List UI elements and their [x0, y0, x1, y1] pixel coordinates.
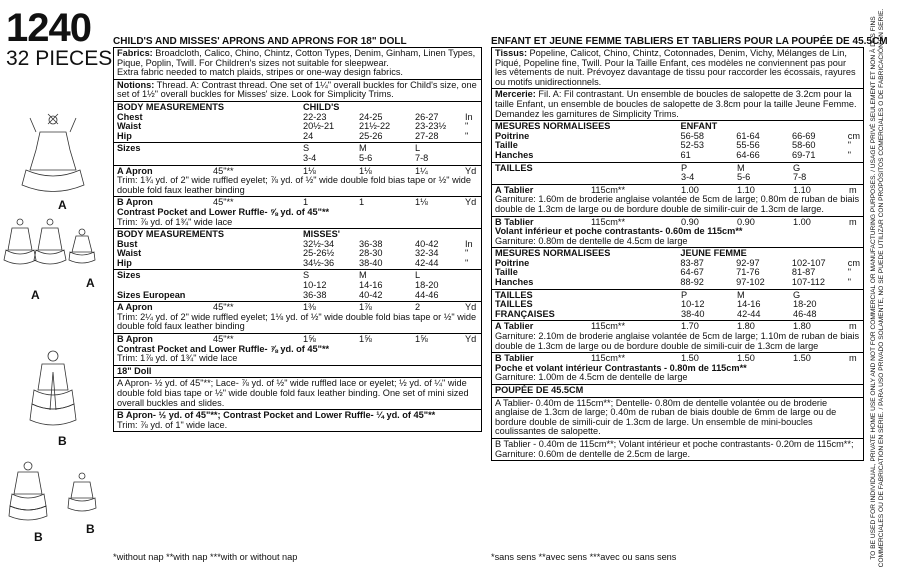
- child-sizes: [114, 143, 481, 165]
- cell: 61: [680, 149, 691, 160]
- tissus-text: Popeline, Calicot, Chino, Chintz, Cotonnades, Denim, Vichy, Mélanges de Lin, Piqué, Popeline fine, Twill. Pour la Taille Enfant, ces modèles ne conviennent pas pour les vêtements de nuit. Prévoyez davantage de tissu pour raccorder les écossais, rayures ou motifs unidirectionnels.: [495, 48, 856, 87]
- measure-label: Hanches: [495, 149, 534, 160]
- measure-label: Bust: [117, 238, 138, 249]
- enfant-sizes: [492, 163, 863, 185]
- misses-a-apron: [114, 302, 481, 334]
- poupee-b-text: B Tablier - 0.40m de 115cm**; Volant intérieur et poche contrastants- 0.20m de 115cm**; Garniture: 0.60m de dentelle de 2.5cm de large.: [495, 438, 854, 459]
- cell: 1⅛: [359, 165, 372, 176]
- cell: L: [415, 270, 421, 281]
- cell: 40-42: [359, 289, 383, 300]
- cell: cm: [847, 130, 860, 141]
- child-size-header: CHILD'S: [303, 101, 340, 112]
- english-footer: *without nap **with nap ***with or without nap: [113, 552, 298, 562]
- cell: 32½-34: [303, 238, 335, 249]
- misses-sizes: [114, 270, 481, 302]
- cell: 3-4: [303, 152, 317, 163]
- cell: 115cm**: [591, 353, 626, 364]
- apron-label: B Tablier: [495, 353, 534, 364]
- apron-a-illustration: [0, 110, 108, 550]
- cell: 56-58: [680, 130, 704, 141]
- cell: 25-26½: [303, 248, 335, 259]
- cell: 5-6: [737, 172, 751, 183]
- cell: m: [849, 353, 857, 364]
- fabrics-label: Fabrics:: [117, 48, 153, 58]
- tailles-label-2: TAILLES: [495, 299, 533, 310]
- fabrics-section: [114, 48, 481, 80]
- cell: 1.70: [681, 321, 699, 332]
- apron-label: B Tablier: [495, 216, 534, 227]
- volant-text: Poche et volant intérieur Contrastants - 0.80m de 115cm**: [495, 362, 747, 373]
- cell: 38-40: [681, 308, 705, 319]
- sizes-label: Sizes: [117, 270, 141, 281]
- cell: 1.50: [737, 353, 755, 364]
- measure-label: Waist: [117, 248, 142, 259]
- cell: 55-56: [736, 140, 760, 151]
- cell: Yd: [465, 302, 477, 313]
- cell: 18-20: [793, 299, 817, 310]
- cell: ": [847, 149, 852, 160]
- cell: ": [465, 130, 469, 141]
- cell: P: [681, 289, 688, 300]
- cell: 1.50: [681, 353, 699, 364]
- cell: 1⅛: [303, 165, 316, 176]
- english-title: CHILD'S AND MISSES' APRONS AND APRONS FOR 18" DOLL: [113, 36, 407, 47]
- notions-label: Notions:: [117, 79, 155, 90]
- french-column: [491, 47, 864, 461]
- cell: Yd: [465, 197, 477, 208]
- cell: 20½-21: [303, 121, 335, 132]
- cell: 5-6: [359, 152, 373, 163]
- trim-text: Trim: ⅞ yd. of 1¾" wide lace: [117, 216, 233, 227]
- cell: 88-92: [680, 277, 704, 288]
- garniture-text: Garniture: 0.80m de dentelle de 4.5cm de large: [495, 235, 688, 246]
- cell: 36-38: [359, 238, 383, 249]
- cell: 97-102: [736, 277, 765, 288]
- cell: 66-69: [791, 130, 816, 141]
- cell: 22-23: [303, 111, 327, 122]
- cell: 1.50: [793, 353, 811, 364]
- misses-b-apron: [114, 334, 481, 366]
- cell: 14-16: [359, 280, 383, 291]
- cell: M: [737, 162, 745, 173]
- cell: L: [415, 143, 421, 154]
- cell: 28-30: [359, 248, 383, 259]
- mercerie-label: Mercerie:: [495, 89, 536, 100]
- pattern-number: 1240: [6, 6, 91, 50]
- cell: 64-67: [680, 267, 704, 278]
- cell: 1.10: [793, 184, 811, 195]
- cell: 1⅜: [303, 302, 316, 313]
- cell: 52-53: [680, 140, 704, 151]
- jf-bm-header: MESURES NORMALISEES: [495, 248, 611, 259]
- cell: 45"**: [213, 165, 234, 176]
- contrast-text: Contrast Pocket and Lower Ruffle- ⅞ yd. of 45"**: [117, 343, 330, 354]
- cell: ": [465, 248, 469, 259]
- cell: 1: [359, 197, 365, 208]
- jf-sizes: [492, 290, 863, 322]
- cell: 24: [303, 130, 314, 141]
- measure-label: Hip: [117, 130, 132, 141]
- cell: 69-71: [791, 149, 816, 160]
- cell: 7-8: [415, 152, 429, 163]
- apron-label: B Apron: [117, 334, 153, 345]
- cell: ": [847, 277, 852, 288]
- sizes-label: Sizes: [117, 143, 141, 154]
- cell: 23-23½: [415, 121, 447, 132]
- cell: 61-64: [736, 130, 760, 141]
- thumb-label-b-3: B: [86, 522, 95, 536]
- cell: 21½-22: [359, 121, 391, 132]
- measure-label: Poitrine: [495, 257, 530, 268]
- cell: 42-44: [415, 257, 439, 268]
- cell: 45"**: [213, 197, 234, 208]
- measure-label: Poitrine: [495, 130, 530, 141]
- cell: 40-42: [415, 238, 439, 249]
- cell: m: [849, 321, 857, 332]
- thumb-label-a: A: [58, 198, 67, 212]
- cell: ": [465, 121, 469, 132]
- cell: 1⅞: [359, 302, 372, 313]
- cell: cm: [847, 257, 860, 268]
- apron-label: A Tablier: [495, 184, 534, 195]
- misses-size-header: MISSES': [303, 229, 340, 240]
- child-measurements: [114, 102, 481, 143]
- apron-label: A Apron: [117, 302, 153, 313]
- cell: Yd: [465, 165, 477, 176]
- contrast-text: Contrast Pocket and Lower Ruffle- ⅝ yd. of 45"**: [117, 206, 330, 217]
- apron-label: A Apron: [117, 165, 153, 176]
- pieces-count: 32 PIECES: [6, 47, 113, 70]
- sizes-european-label: Sizes European: [117, 289, 186, 300]
- misses-measurements: [114, 229, 481, 270]
- cell: 115cm**: [591, 321, 626, 332]
- english-column: [113, 47, 482, 432]
- cell: 1⅝: [415, 334, 428, 345]
- cell: 102-107: [791, 257, 826, 268]
- volant-text: Volant inférieur et poche contrastants- 0.60m de 115cm**: [495, 226, 743, 237]
- doll-b-text: B Apron- ½ yd. of 45"**; Contrast Pocket and Lower Ruffle- ¼ yd. of 45"**: [117, 410, 436, 421]
- garniture-text: Garniture: 1.00m de 4.5cm de dentelle de large: [495, 372, 688, 383]
- cell: 42-44: [737, 308, 761, 319]
- poupee-a-text: A Tablier- 0.40m de 115cm**; Dentelle- 0.80m de dentelle volantée ou de broderie anglaise de 1.3cm de large; 0.40m de ruban de biais double de 6mm de large ou de bordure double de simili-cuir de 1.3cm de large. Un ensemble de mini-boucles coulissantes de salopette.: [495, 397, 837, 437]
- measure-label: Hip: [117, 257, 132, 268]
- francaises-label: FRANÇAISES: [495, 308, 555, 319]
- cell: 71-76: [736, 267, 760, 278]
- cell: 45"**: [213, 334, 234, 345]
- cell: 32-34: [415, 248, 439, 259]
- cell: 45"**: [213, 302, 234, 313]
- cell: Yd: [465, 334, 477, 345]
- tissus-label: Tissus:: [495, 48, 527, 58]
- cell: 115cm**: [591, 216, 626, 227]
- cell: 115cm**: [591, 184, 626, 195]
- measure-label: Chest: [117, 111, 143, 122]
- measure-label: Taille: [495, 267, 518, 278]
- thumb-label-a-2: A: [31, 288, 40, 302]
- usage-disclaimer-text: TO BE USED FOR INDIVIDUAL, PRIVATE HOME USE ONLY AND NOT FOR COMMERCIAL OR MANUFACTURING PURPOSES. / USAGE PRIVÉ SEULEMENT ET NON À DES FINS COMMERCIALES OU DE FABRICATION EN SÉRIE. / PARA USO PRIVADO SOLAMENTE, NO SE PUEDE UTILIZAR CON PROPÓSITOS COMERCIALES O DE FABRICACIÓN EN SERIE.: [870, 8, 885, 568]
- cell: 1: [303, 197, 309, 208]
- cell: 2: [415, 302, 421, 313]
- cell: 25-26: [359, 130, 383, 141]
- french-title: ENFANT ET JEUNE FEMME TABLIERS ET TABLIERS POUR LA POUPÉE DE 45.5CM: [491, 36, 888, 47]
- cell: 83-87: [680, 257, 704, 268]
- mercerie-section: [492, 89, 863, 121]
- cell: ": [465, 257, 469, 268]
- cell: 36-38: [303, 289, 327, 300]
- cell: G: [793, 289, 801, 300]
- measure-label: Hanches: [495, 277, 534, 288]
- cell: 14-16: [737, 299, 761, 310]
- cell: 46-48: [793, 308, 817, 319]
- cell: 24-25: [359, 111, 383, 122]
- doll-header: 18" Doll: [114, 366, 481, 379]
- thumb-label-a-3: A: [86, 276, 95, 290]
- trim-text: Trim: 1⅞ yd. of 1¾" wide lace: [117, 353, 238, 364]
- child-b-apron: [114, 197, 481, 229]
- cell: 1.00: [793, 216, 811, 227]
- cell: M: [359, 270, 367, 281]
- cell: 1¼: [415, 165, 428, 176]
- cell: 1.10: [737, 184, 755, 195]
- cell: 34½-36: [303, 257, 335, 268]
- cell: 92-97: [736, 257, 760, 268]
- apron-label: B Apron: [117, 197, 153, 208]
- cell: 1⅛: [415, 197, 428, 208]
- mercerie-text: Fil. A: Fil contrastant. Un ensemble de boucles de salopette de 3.2cm pour la taille Enfant, un ensemble de boucles de salopette de 3.8cm pour la taille Jeune Femme. Demandez les garnitures de Simplicity Trims.: [495, 89, 857, 119]
- cell: 1.80: [793, 321, 811, 332]
- cell: In: [465, 238, 473, 249]
- doll-b-trim: Trim: ⅞ yd. of 1" wide lace.: [117, 419, 228, 430]
- cell: 44-46: [415, 289, 439, 300]
- apron-label: A Tablier: [495, 321, 534, 332]
- french-footer: *sans sens **avec sens ***avec ou sans sens: [491, 552, 677, 562]
- tailles-label: TAILLES: [495, 162, 533, 173]
- garniture-text: Garniture: 2.10m de broderie anglaise volantée de 5cm de large; 1.10m de ruban de biais double de 1.3cm de large ou de bordure double de simili-cuir de 1.3cm de large: [495, 331, 860, 351]
- misses-bm-header: BODY MEASUREMENTS: [117, 229, 225, 240]
- cell: 0.90: [737, 216, 755, 227]
- fabrics-text: Broadcloth, Calico, Chino, Chintz, Cotton Types, Denim, Ginham, Linen Types, Pique, Poplin, Twill. For Children's sizes not suitable for sleepwear.: [117, 48, 476, 68]
- thumb-label-b: B: [58, 434, 67, 448]
- measure-label: Taille: [495, 140, 518, 151]
- cell: 27-28: [415, 130, 439, 141]
- jeune-femme-measurements: [492, 248, 863, 289]
- child-a-apron: [114, 166, 481, 198]
- trim-text: Trim: 2¼ yd. of 2" wide ruffled eyelet; 1⅛ yd. of ½" wide double fold bias tape or ½" wide double fold faux leather binding: [117, 311, 477, 332]
- cell: P: [681, 162, 688, 173]
- jf-size-header: JEUNE FEMME: [680, 248, 747, 259]
- enfant-a-tablier: [492, 185, 863, 217]
- doll-a-text: A Apron- ½ yd. of 45"**; Lace- ⅞ yd. of ½" wide ruffled lace or eyelet; ½ yd. of ¼" wide double fold bias tape or ½" wide double fold faux leather binding. One set of mini sized overall buckles and slides.: [117, 378, 469, 408]
- cell: m: [849, 216, 857, 227]
- cell: 38-40: [359, 257, 383, 268]
- cell: 10-12: [681, 299, 705, 310]
- cell: 1⅝: [359, 334, 372, 345]
- cell: 58-60: [791, 140, 816, 151]
- notions-text: Thread. A: Contrast thread. One set of 1¼" overall buckles for Child's size, one set of 1½" overall buckles for Misses' size. Look for Simplicity Trims.: [117, 79, 477, 100]
- cell: 1.00: [681, 184, 699, 195]
- cell: ": [847, 267, 852, 278]
- thumb-label-b-2: B: [34, 530, 43, 544]
- cell: 26-27: [415, 111, 439, 122]
- doll-b-apron: [114, 410, 481, 431]
- poupee-a-tablier: [492, 398, 863, 439]
- notions-section: [114, 80, 481, 102]
- cell: 107-112: [791, 277, 825, 288]
- pattern-thumbnails: [0, 110, 108, 550]
- garniture-text: Garniture: 1.60m de broderie anglaise volantée de 5cm de large; 0.80m de ruban de biais double de 1.3cm de large ou de bordure double de similir-cuir de 1.3cm de large.: [495, 194, 860, 214]
- tailles-label: TAILLES: [495, 289, 533, 300]
- enfant-bm-header: MESURES NORMALISEES: [495, 121, 611, 132]
- fabrics-note: Extra fabric needed to match plaids, stripes or one-way design fabrics.: [117, 67, 403, 78]
- cell: 64-66: [736, 149, 760, 160]
- measure-label: Waist: [117, 121, 142, 132]
- jf-b-tablier: [492, 353, 863, 385]
- enfant-b-tablier: [492, 217, 863, 249]
- cell: 3-4: [681, 172, 695, 183]
- cell: 1⅝: [303, 334, 316, 345]
- cell: 81-87: [791, 267, 816, 278]
- cell: In: [465, 111, 473, 122]
- cell: M: [737, 289, 745, 300]
- usage-disclaimer: [870, 8, 914, 568]
- poupee-header: POUPÉE DE 45.5CM: [492, 385, 863, 398]
- cell: 7-8: [793, 172, 807, 183]
- cell: 1.80: [737, 321, 755, 332]
- jf-a-tablier: [492, 321, 863, 353]
- cell: 18-20: [415, 280, 439, 291]
- poupee-b-tablier: [492, 439, 863, 460]
- doll-a-apron: [114, 378, 481, 410]
- cell: G: [793, 162, 801, 173]
- cell: S: [303, 270, 310, 281]
- cell: m: [849, 184, 857, 195]
- cell: 10-12: [303, 280, 327, 291]
- enfant-size-header: ENFANT: [680, 121, 718, 132]
- trim-text: Trim: 1¾ yd. of 2" wide ruffled eyelet; ⅞ yd. of ½" wide double fold bias tape or ½" wide double fold faux leather binding: [117, 175, 471, 195]
- cell: S: [303, 143, 310, 154]
- tissus-section: [492, 48, 863, 89]
- child-bm-header: BODY MEASUREMENTS: [117, 101, 225, 112]
- cell: ": [847, 140, 852, 151]
- enfant-measurements: [492, 121, 863, 162]
- cell: 0.90: [681, 216, 699, 227]
- cell: M: [359, 143, 367, 154]
